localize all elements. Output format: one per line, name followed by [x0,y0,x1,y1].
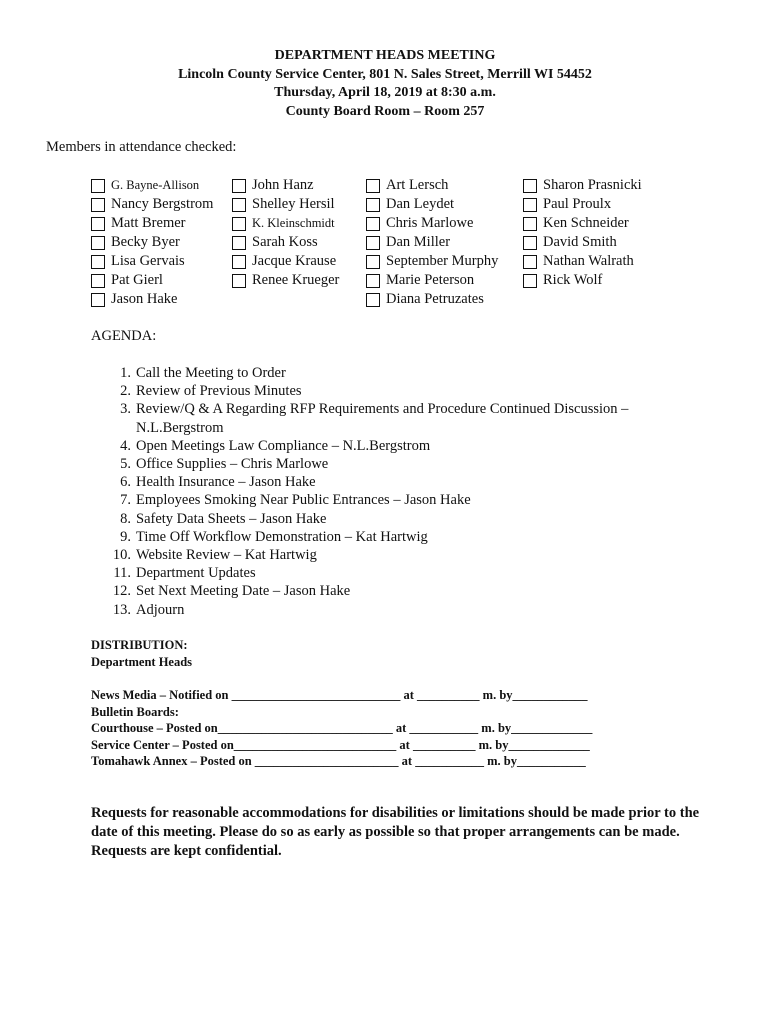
attendance-checkbox[interactable] [91,179,105,193]
agenda-item-number: 4. [120,437,131,454]
member-row[interactable] [232,195,339,214]
attendance-checkbox[interactable] [232,217,246,231]
agenda-item-text: Website Review – Kat Hartwig [136,547,317,564]
attendance-column-4 [523,176,642,290]
member-name: Diana Petruzates [386,291,484,307]
agenda-item-number: 2. [120,383,131,400]
distribution-label: DISTRIBUTION: [91,638,188,652]
attendance-checkbox[interactable] [91,293,105,307]
agenda-item-number: 7. [120,492,131,509]
member-row[interactable] [523,176,642,195]
tomahawk-annex-line: Tomahawk Annex – Posted on _______________________ at ___________ m. by___________ [91,754,586,768]
agenda-item-number: 9. [120,528,131,545]
attendance-checkbox[interactable] [91,217,105,231]
attendance-column-2 [232,176,339,290]
member-row[interactable] [366,214,498,233]
member-name: Pat Gierl [111,272,163,288]
agenda-item-text: Open Meetings Law Compliance – N.L.Bergstrom [136,437,431,454]
member-row[interactable] [366,233,498,252]
courthouse-line: Courthouse – Posted on____________________________ at ___________ m. by_____________ [91,721,593,735]
attendance-checkbox[interactable] [366,179,380,193]
member-row[interactable] [232,176,339,195]
agenda-item-text: Health Insurance – Jason Hake [136,474,316,491]
member-row[interactable] [366,271,498,290]
agenda-item-text: Set Next Meeting Date – Jason Hake [136,583,351,600]
agenda-item-text: Call the Meeting to Order [136,365,286,381]
agenda-list [91,364,671,619]
member-name: Becky Byer [111,234,180,250]
bulletin-boards-label: Bulletin Boards: [91,704,179,719]
agenda-item-number: 8. [120,510,131,527]
attendance-checkbox[interactable] [366,274,380,288]
member-name: Renee Krueger [252,272,340,288]
agenda-item-number: 12. [112,583,131,600]
member-row[interactable] [366,176,498,195]
agenda-item-number: 5. [120,456,131,473]
attendance-checkbox[interactable] [523,255,537,269]
accommodations-note: Requests for reasonable accommodations for disabilities or limitations should be made prior to the date of this meeting. Please do so as early as possible so that proper arrangements can be made. Requests are kept confidential. [91,805,700,859]
member-name: G. Bayne-Allison [111,178,200,192]
attendance-checkbox[interactable] [366,198,380,212]
distribution-recipients: Department Heads [91,654,193,669]
meeting-datetime: Thursday, April 18, 2019 at 8:30 a.m. [274,85,496,100]
member-row[interactable] [523,195,642,214]
attendance-checkbox[interactable] [91,198,105,212]
member-name: Dan Leydet [386,196,455,212]
agenda-item-number: 6. [120,474,131,491]
agenda-item [91,400,671,436]
member-name: September Murphy [386,253,499,269]
member-row[interactable] [523,252,642,271]
member-row[interactable] [232,252,339,271]
agenda-item [91,491,671,509]
document-header [0,47,770,121]
agenda-item [91,601,671,619]
agenda-item-text: Department Updates [136,565,256,582]
attendance-checkbox[interactable] [91,255,105,269]
agenda-item-number: 13. [112,601,131,618]
agenda-item [91,364,671,382]
member-row[interactable] [91,252,213,271]
service-center-line: Service Center – Posted on__________________________ at __________ m. by_____________ [91,737,590,752]
attendance-checkbox[interactable] [366,236,380,250]
member-name: Ken Schneider [543,215,629,231]
agenda-item-text: Employees Smoking Near Public Entrances – Jason Hake [136,492,471,509]
member-row[interactable] [91,271,213,290]
attendance-checkbox[interactable] [523,198,537,212]
member-name: Shelley Hersil [252,196,335,212]
member-name: Jason Hake [111,291,178,307]
meeting-title: DEPARTMENT HEADS MEETING [274,48,496,63]
member-row[interactable] [232,233,339,252]
posting-notices [91,687,592,770]
agenda-item-text: Safety Data Sheets – Jason Hake [136,510,327,527]
news-media-line: News Media – Notified on ___________________________ at __________ m. by____________ [91,688,588,702]
attendance-checkbox[interactable] [232,236,246,250]
attendance-checkbox[interactable] [523,274,537,288]
agenda-item-number: 1. [120,365,131,381]
agenda-item [91,564,671,582]
member-row[interactable] [232,214,339,233]
attendance-checkbox[interactable] [232,274,246,288]
attendance-checkbox[interactable] [523,217,537,231]
member-name: Jacque Krause [252,253,337,269]
member-row[interactable] [366,290,498,309]
member-name: Chris Marlowe [386,215,474,231]
attendance-column-3 [366,176,498,309]
member-name: Marie Peterson [386,272,475,288]
member-name: Paul Proulx [543,196,612,212]
member-name: Nathan Walrath [543,253,634,269]
agenda-item [91,582,671,600]
member-row[interactable] [366,252,498,271]
attendance-checkbox[interactable] [232,198,246,212]
member-row[interactable] [523,233,642,252]
agenda-item-number: 10. [112,547,131,564]
attendance-column-1 [91,176,213,309]
member-name: David Smith [543,234,617,250]
member-name: Sharon Prasnicki [543,177,642,193]
member-row[interactable] [91,176,213,195]
agenda-item [91,546,671,564]
agenda-item [91,528,671,546]
attendance-checkbox[interactable] [366,255,380,269]
attendance-checkbox[interactable] [91,274,105,288]
meeting-location: Lincoln County Service Center, 801 N. Sales Street, Merrill WI 54452 [178,66,592,82]
attendance-checkbox[interactable] [523,179,537,193]
attendance-checkbox[interactable] [232,179,246,193]
member-name: Matt Bremer [111,215,186,231]
member-name: Dan Miller [386,234,451,250]
member-name: Lisa Gervais [111,253,185,269]
agenda-item-text: Review/Q & A Regarding RFP Requirements and Procedure Continued Discussion – N.L.Bergstrom [136,401,629,436]
member-row[interactable] [523,214,642,233]
agenda-item-text: Adjourn [136,601,185,618]
member-name: Sarah Koss [252,234,318,250]
agenda-item [91,510,671,528]
attendance-label: Members in attendance checked: [46,139,237,155]
member-row[interactable] [91,290,213,309]
agenda-item-text: Time Off Workflow Demonstration – Kat Hartwig [136,528,428,545]
agenda-item [91,473,671,491]
attendance-checkbox[interactable] [523,236,537,250]
agenda-title: AGENDA: [91,328,157,344]
member-name: K. Kleinschmidt [252,216,335,230]
agenda-item [91,455,671,473]
attendance-checkbox[interactable] [232,255,246,269]
attendance-checkbox[interactable] [366,217,380,231]
agenda-item-text: Review of Previous Minutes [136,383,302,400]
member-row[interactable] [232,271,339,290]
agenda-item-text: Office Supplies – Chris Marlowe [136,456,329,473]
attendance-checkbox[interactable] [366,293,380,307]
member-row[interactable] [91,233,213,252]
member-name: John Hanz [252,177,314,193]
member-row[interactable] [366,195,498,214]
member-name: Art Lersch [386,177,449,193]
agenda-item-number: 11. [113,565,131,582]
distribution-section [91,637,192,670]
meeting-room: County Board Room – Room 257 [285,103,485,119]
member-name: Rick Wolf [543,272,603,288]
agenda-item [91,437,671,455]
member-name: Nancy Bergstrom [111,196,214,212]
agenda-item-number: 3. [120,401,131,418]
member-row[interactable] [523,271,642,290]
member-row[interactable] [91,214,213,233]
agenda-item [91,382,671,400]
member-row[interactable] [91,195,213,214]
attendance-checkbox[interactable] [91,236,105,250]
